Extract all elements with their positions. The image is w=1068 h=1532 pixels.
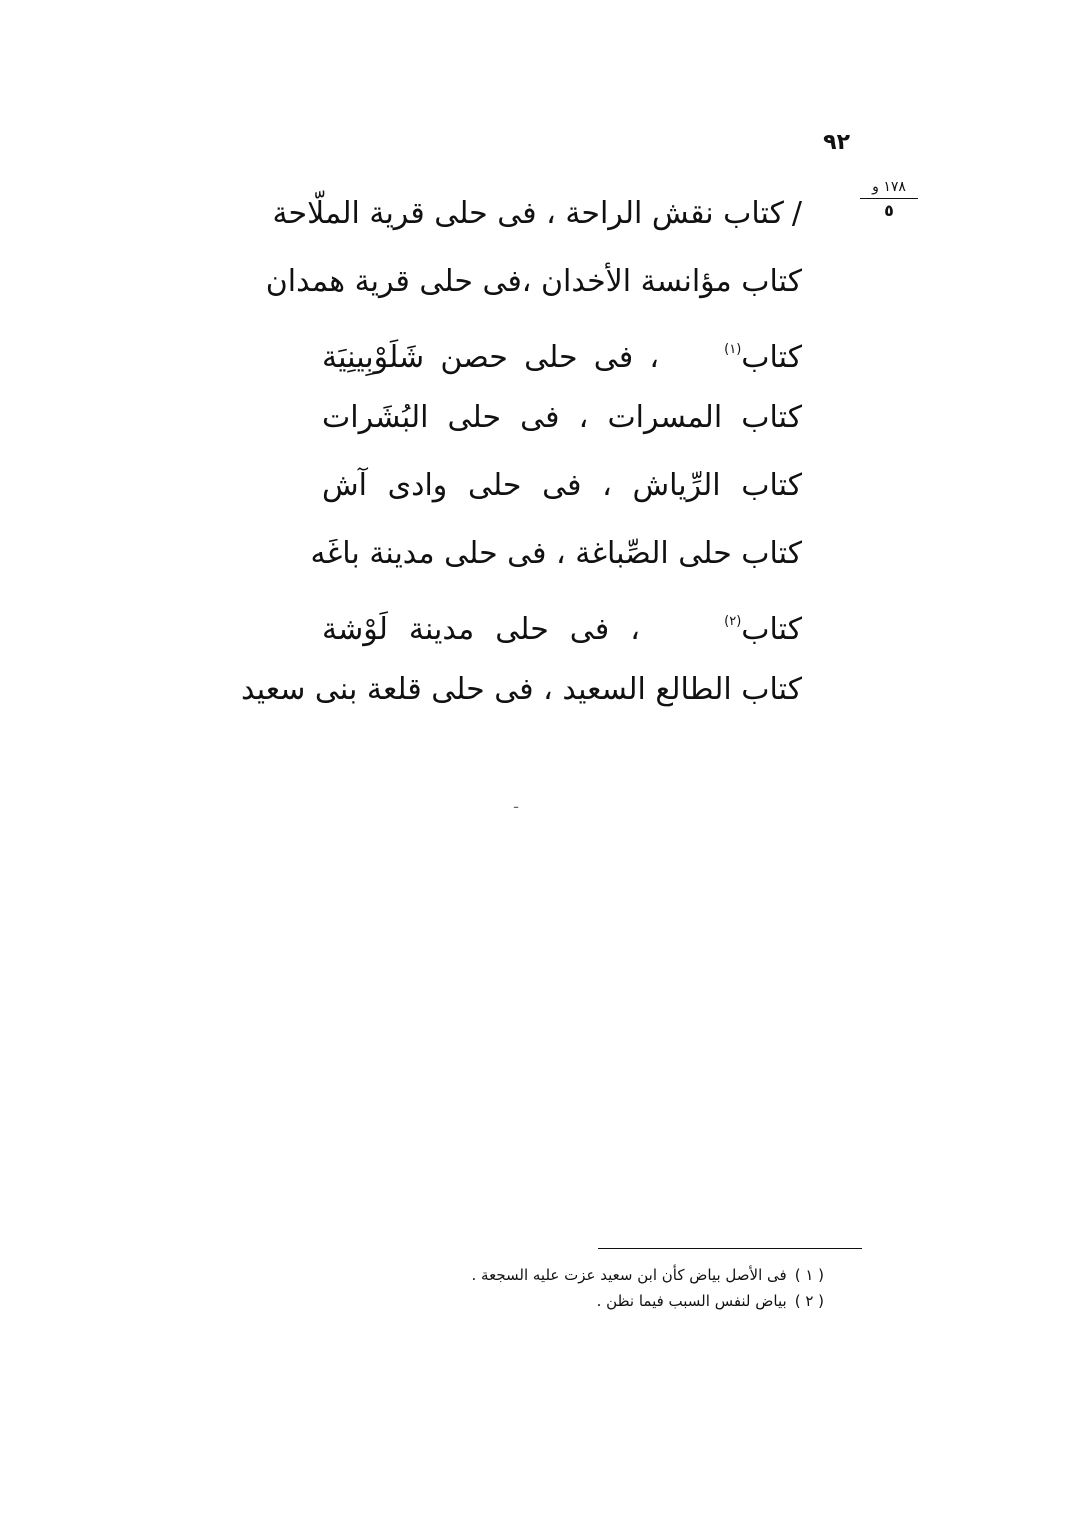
text-line-6 [310, 528, 802, 596]
line-tail: ، فى حلى مدينة لَوْشة [322, 612, 640, 647]
line-text: كتاب المسرات ، فى حلى البُشَرات [322, 400, 802, 435]
text-line-2 [265, 256, 802, 324]
line-head: كتاب [741, 340, 802, 375]
footnote-1 [364, 1262, 824, 1288]
footnote-ref-1: (١) [724, 342, 742, 357]
footnote-number: ( ٢ ) [794, 1292, 824, 1310]
stray-mark: ـ [514, 796, 519, 812]
line-tail: ، فى حلى حصن شَلَوْبِينِيَة [322, 340, 660, 375]
folio-divider [860, 198, 918, 199]
text-line-5 [322, 460, 802, 528]
text-line-8 [240, 664, 802, 732]
book-title-list [240, 188, 802, 732]
folio-top: ١٧٨ و [872, 179, 906, 195]
text-line-1 [272, 188, 802, 256]
footnote-divider [598, 1248, 862, 1249]
footnotes [364, 1262, 824, 1314]
line-text: كتاب الطالع السعيد ، فى حلى قلعة بنى سعيد [240, 672, 802, 707]
footnote-2 [364, 1288, 824, 1314]
footnote-text: فى الأصل بياض كأن ابن سعيد عزت عليه السجعة . [471, 1266, 787, 1284]
text-line-4 [322, 392, 802, 460]
footnote-ref-2: (٢) [724, 614, 742, 629]
text-line-3 [322, 324, 802, 392]
page-number: ٩٢ [823, 130, 850, 155]
folio-start-marker: / [791, 196, 802, 231]
text-line-7 [322, 596, 802, 664]
footnote-number: ( ١ ) [794, 1266, 824, 1284]
footnote-text: بياض لنفس السبب فيما نظن . [596, 1292, 787, 1310]
line-text: كتاب حلى الصِّباغة ، فى حلى مدينة باغَه [310, 536, 802, 571]
line-head: كتاب [741, 612, 802, 647]
folio-bottom: ٥ [884, 201, 894, 220]
line-text: كتاب مؤانسة الأخدان ،فى حلى قرية همدان [265, 264, 802, 299]
folio-reference [858, 178, 920, 220]
line-text: كتاب نقش الراحة ، فى حلى قرية الملّاحة [272, 196, 784, 231]
line-text: كتاب الرِّياش ، فى حلى وادى آش [322, 468, 802, 503]
